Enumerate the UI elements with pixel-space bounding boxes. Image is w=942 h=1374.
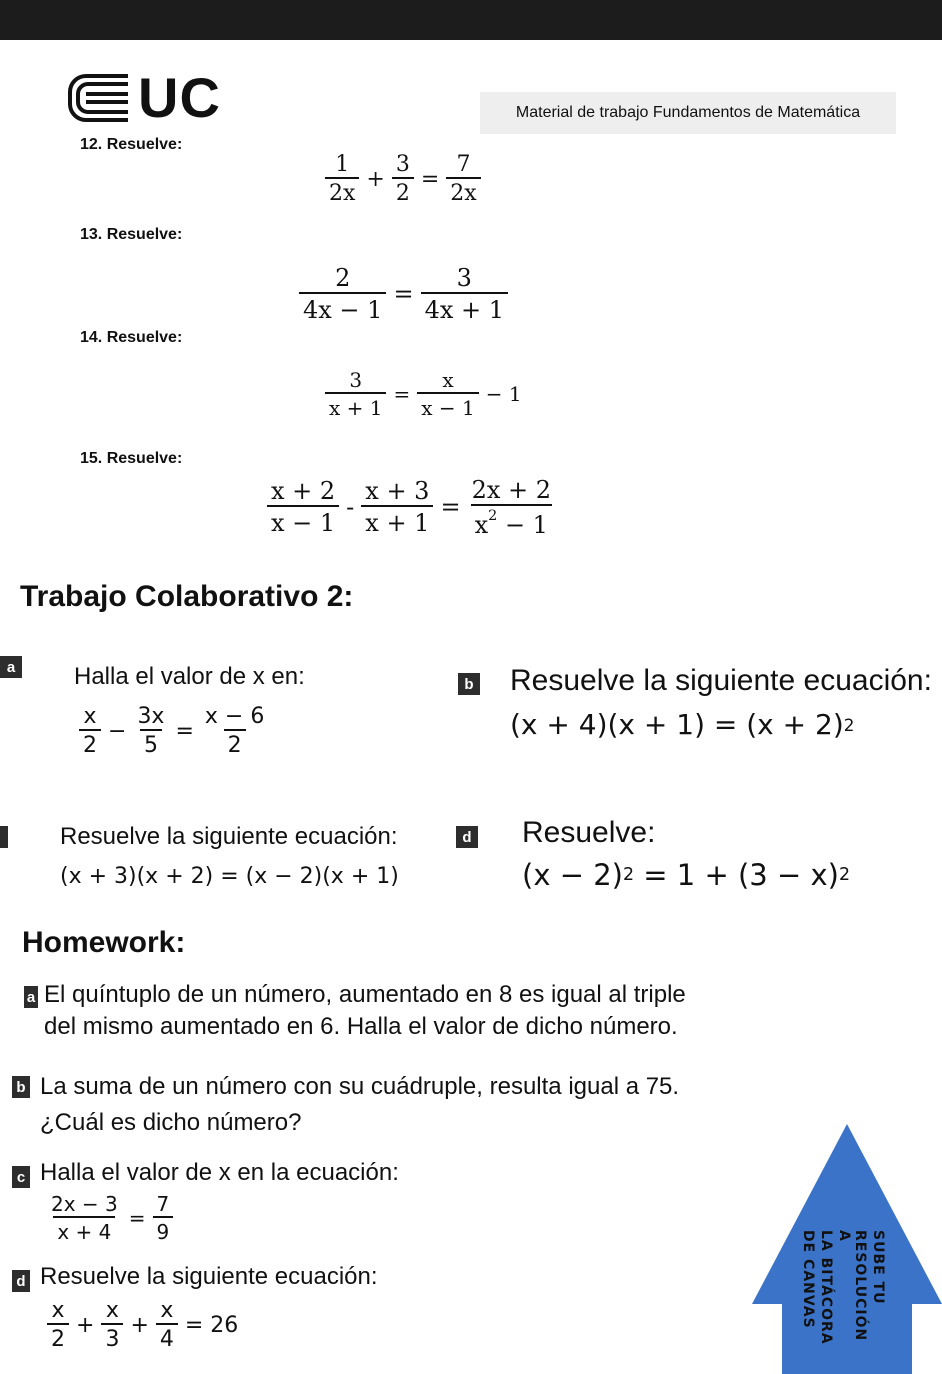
homework-d-badge: d — [12, 1270, 30, 1292]
denominator: 4x + 1 — [421, 292, 508, 324]
exercise-15-label: 15. Resuelve: — [80, 450, 183, 467]
fraction — [325, 152, 359, 206]
collab-d-text: Resuelve: — [522, 816, 656, 849]
homework-b-line1: La suma de un número con su cuádruple, resulta igual a 75. — [40, 1073, 680, 1100]
fraction — [47, 1192, 122, 1244]
denominator: 9 — [153, 1216, 174, 1244]
upload-line-3: LA BITÁCORA — [818, 1230, 834, 1345]
numerator: x + 3 — [365, 477, 430, 506]
fraction — [267, 477, 339, 537]
homework-b-line2: ¿Cuál es dicho número? — [40, 1109, 302, 1136]
homework-title: Homework: — [22, 926, 186, 959]
fraction — [133, 704, 168, 758]
document-title: Material de trabajo Fundamentos de Matemática — [480, 92, 896, 134]
denominator: 4 — [156, 1323, 178, 1352]
fraction — [79, 704, 101, 758]
exponent: 2 — [843, 714, 855, 735]
equation-tail: − 1 — [485, 382, 522, 406]
equation-tail: = 26 — [184, 1312, 239, 1338]
numerator: 3 — [349, 368, 363, 392]
uc-logo-icon — [68, 72, 130, 124]
fraction — [156, 1298, 178, 1352]
fraction — [468, 476, 555, 539]
denominator-tail: − 1 — [497, 510, 548, 539]
exercise-13-equation — [296, 264, 511, 324]
operator: = — [393, 382, 411, 406]
collab-b-equation — [510, 708, 854, 741]
equation-body: (x + 4)(x + 1) = (x + 2) — [510, 708, 844, 741]
upload-line-4: DE CANVAS — [800, 1230, 816, 1329]
collab-c-text: Resuelve la siguiente ecuación: — [60, 823, 398, 850]
collab-c-equation: (x + 3)(x + 2) = (x − 2)(x + 1) — [60, 864, 399, 889]
denominator: 5 — [140, 729, 162, 758]
denominator: x + 1 — [325, 392, 386, 420]
equation-part: = 1 + (3 − x) — [634, 858, 839, 892]
logo-text: UC — [138, 66, 221, 129]
denominator: x − 1 — [417, 392, 478, 420]
homework-a-line2: del mismo aumentado en 6. Halla el valor de dicho número. — [44, 1013, 678, 1040]
operator: = — [440, 493, 461, 522]
numerator: 3x — [137, 704, 165, 729]
upload-arrow-text — [800, 1230, 890, 1350]
fraction — [325, 368, 386, 420]
homework-d-text: Resuelve la siguiente ecuación: — [40, 1263, 378, 1290]
operator: - — [346, 493, 355, 522]
numerator: 7 — [156, 1192, 170, 1216]
exercise-13-label: 13. Resuelve: — [80, 226, 183, 243]
base: x — [474, 510, 489, 539]
numerator: 3 — [456, 264, 472, 292]
numerator: 3 — [395, 152, 410, 177]
fraction — [101, 1298, 123, 1352]
denominator — [471, 504, 552, 539]
numerator: 7 — [456, 152, 471, 177]
collab-b-badge: b — [458, 673, 480, 695]
operator: + — [76, 1312, 95, 1338]
operator: = — [393, 280, 414, 308]
collab-d-badge: d — [456, 826, 478, 848]
homework-c-badge: c — [12, 1166, 30, 1188]
exercise-14-label: 14. Resuelve: — [80, 329, 183, 346]
exercise-12-label: 12. Resuelve: — [80, 136, 183, 153]
numerator: 2x + 2 — [471, 476, 552, 504]
upload-line-2: RESOLUCIÓN A — [836, 1230, 868, 1342]
homework-a-line1: El quíntuplo de un número, aumentado en 8 es igual al triple — [44, 981, 686, 1008]
fraction — [417, 368, 478, 420]
collab-a-text: Halla el valor de x en: — [74, 663, 305, 690]
homework-c-equation — [44, 1192, 176, 1244]
top-bar — [0, 0, 942, 40]
numerator: x — [105, 1298, 119, 1323]
denominator: 2 — [224, 729, 246, 758]
numerator: 2x − 3 — [51, 1192, 118, 1216]
collab-a-equation — [76, 704, 271, 758]
fraction — [153, 1192, 174, 1244]
operator: = — [420, 166, 440, 192]
homework-b-badge: b — [12, 1076, 30, 1098]
numerator: x — [83, 704, 97, 729]
exercise-12-equation — [322, 152, 484, 206]
collab-d-equation — [522, 858, 850, 892]
fraction — [392, 152, 414, 206]
operator: − — [108, 718, 127, 744]
homework-a-badge: a — [24, 986, 38, 1008]
exponent: 2 — [488, 508, 498, 524]
denominator: x − 1 — [267, 505, 339, 537]
fraction — [446, 152, 480, 206]
collab-c-badge — [0, 826, 8, 848]
collab-b-text: Resuelve la siguiente ecuación: — [510, 664, 932, 697]
operator: + — [366, 166, 385, 192]
operator: + — [130, 1312, 149, 1338]
operator: = — [128, 1206, 146, 1230]
collab-title: Trabajo Colaborativo 2: — [20, 580, 354, 613]
denominator: x + 1 — [361, 505, 433, 537]
exercise-15-equation — [264, 476, 558, 539]
denominator: 2 — [79, 729, 101, 758]
uc-logo — [68, 66, 221, 129]
denominator: 2x — [325, 177, 359, 206]
exponent: 2 — [622, 865, 635, 885]
fraction — [361, 477, 433, 537]
denominator: 3 — [101, 1323, 123, 1352]
homework-c-text: Halla el valor de x en la ecuación: — [40, 1159, 399, 1186]
denominator: 2 — [392, 177, 414, 206]
numerator: x — [442, 368, 454, 392]
numerator: 1 — [335, 152, 350, 177]
collab-a-badge: a — [0, 656, 22, 678]
exercise-14-equation — [322, 368, 526, 420]
upload-line-1: SUBE TU — [870, 1230, 886, 1305]
numerator: x + 2 — [271, 477, 336, 506]
equation-part: (x − 2) — [522, 858, 623, 892]
homework-d-equation — [44, 1298, 242, 1352]
numerator: x − 6 — [204, 704, 265, 729]
numerator: x — [160, 1298, 174, 1323]
denominator: x + 4 — [53, 1216, 115, 1244]
exponent: 2 — [838, 865, 851, 885]
numerator: x — [51, 1298, 65, 1323]
operator: = — [175, 718, 194, 744]
numerator: 2 — [335, 264, 351, 292]
fraction — [299, 264, 386, 324]
denominator: 2 — [47, 1323, 69, 1352]
fraction — [201, 704, 268, 758]
fraction — [47, 1298, 69, 1352]
denominator: 2x — [446, 177, 480, 206]
denominator: 4x − 1 — [299, 292, 386, 324]
fraction — [421, 264, 508, 324]
